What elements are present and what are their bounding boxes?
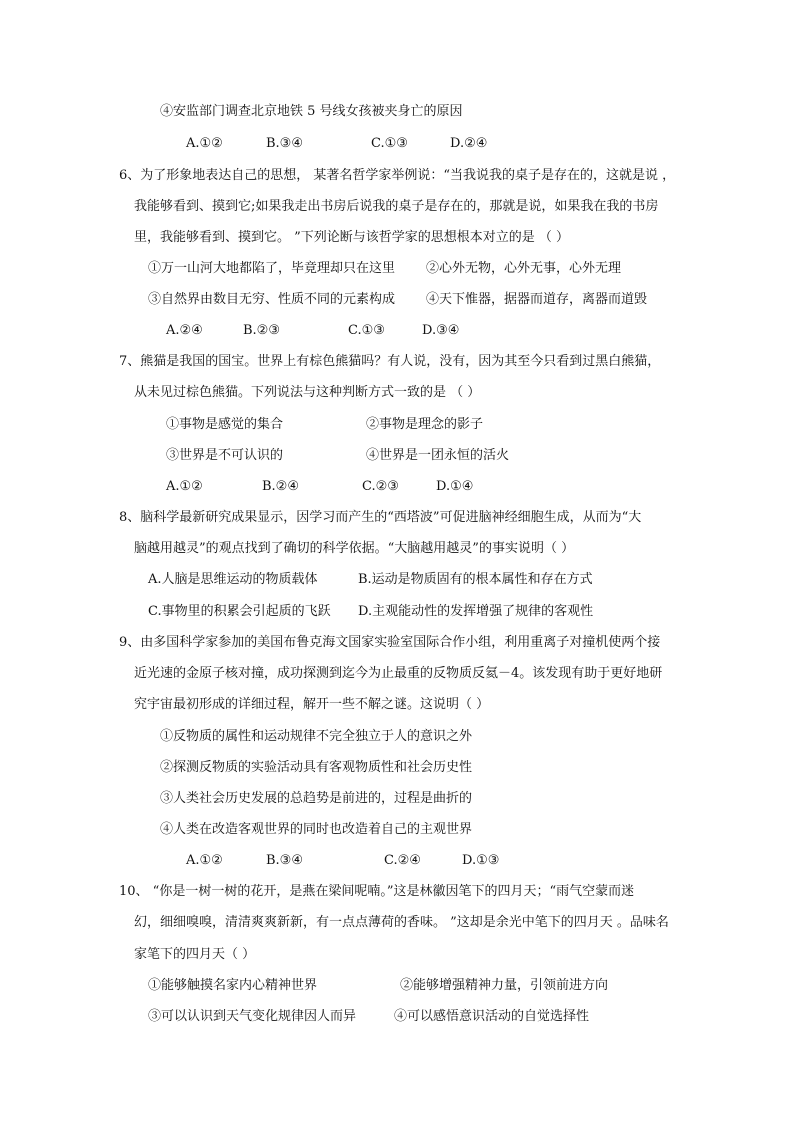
q7-item-3: ③世界是不可认识的 [166, 448, 284, 463]
q8-choice-d: D.主观能动性的发挥增强了规律的客观性 [358, 604, 594, 619]
q9-choice-d: D.①③ [462, 853, 500, 868]
q6-stem-line-2: 我能够看到、摸到它;如果我走出书房后说我的桌子是存在的，那就是说，如果我在我的书房 [134, 199, 659, 214]
q7-stem-line-2: 从未见过棕色熊猫。下列说法与这种判断方式一致的是 （ ） [134, 385, 481, 400]
q9-choice-a: A.①② [186, 853, 223, 868]
q7-item-2: ②事物是理念的影子 [366, 417, 484, 432]
q5-choice-b: B.③④ [266, 136, 303, 151]
q7-choice-d: D.①④ [436, 479, 474, 494]
q6-item-3: ③自然界由数目无穷、性质不同的元素构成 [148, 292, 396, 307]
q5-choice-a: A.①② [186, 136, 223, 151]
q10-stem-line-1: 10、 “你是一树一树的花开，是燕在梁间呢喃。”这是林徽因笔下的四月天；“雨气空蒙而迷 [119, 884, 635, 899]
q6-choice-b: B.②③ [243, 323, 280, 338]
q9-choice-b: B.③④ [266, 853, 303, 868]
q7-stem-line-1: 7、熊猫是我国的国宝。世界上有棕色熊猫吗？有人说，没有，因为其至今只看到过黑白熊猫， [119, 354, 661, 369]
q10-item-3: ③可以认识到天气变化规律因人而异 [148, 1009, 357, 1024]
q6-stem-line-3: 里，我能够看到、摸到它。 ”下列论断与该哲学家的思想根本对立的是 （ ） [134, 230, 570, 245]
q6-choice-c: C.①③ [348, 323, 385, 338]
q10-item-4: ④可以感悟意识活动的自觉选择性 [394, 1009, 590, 1024]
q9-stem-line-2: 近光速的金原子核对撞，成功探测到迄今为止最重的反物质反氦－4。该发现有助于更好地研 [134, 666, 663, 681]
q9-stem-line-1: 9、由多国科学家参加的美国布鲁克海文国家实验室国际合作小组，利用重离子对撞机使两个接 [119, 635, 661, 650]
q9-item-1: ①反物质的属性和运动规律不完全独立于人的意识之外 [160, 729, 473, 744]
q5-choice-c: C.①③ [371, 136, 408, 151]
q6-choice-d: D.③④ [422, 323, 460, 338]
q6-item-2: ②心外无物，心外无事，心外无理 [426, 261, 622, 276]
q10-stem-line-2: 幻，细细嗅嗅，清清爽爽新新，有一点点薄荷的香味。 ”这却是余光中笔下的四月天 。品味名 [134, 915, 669, 930]
q9-item-4: ④人类在改造客观世界的同时也改造着自己的主观世界 [160, 822, 473, 837]
q8-choice-b: B.运动是物质固有的根本属性和存在方式 [358, 572, 593, 587]
q6-item-4: ④天下惟器，据器而道存，离器而道毁 [426, 292, 648, 307]
q8-choice-c: C.事物里的积累会引起质的飞跃 [148, 604, 331, 619]
q10-item-2: ②能够增强精神力量，引领前进方向 [400, 978, 609, 993]
q7-choice-b: B.②④ [262, 479, 299, 494]
q10-stem-line-3: 家笔下的四月天（ ） [134, 947, 256, 962]
q8-choice-a: A.人脑是思维运动的物质载体 [148, 572, 318, 587]
q5-item-4: ④安监部门调查北京地铁 5 号线女孩被夹身亡的原因 [160, 104, 463, 119]
q6-choice-a: A.②④ [166, 323, 203, 338]
q6-stem-line-1: 6、为了形象地表达自己的思想， 某著名哲学家举例说：“当我说我的桌子是存在的，这就是说 ， [119, 168, 676, 183]
q5-choice-d: D.②④ [450, 136, 488, 151]
q10-item-1: ①能够触摸名家内心精神世界 [148, 978, 318, 993]
q7-item-1: ①事物是感觉的集合 [166, 417, 284, 432]
q9-choice-c: C.②④ [384, 853, 421, 868]
q8-stem-line-2: 脑越用越灵”的观点找到了确切的科学依据。“大脑越用越灵”的事实说明（ ） [134, 541, 575, 556]
q9-stem-line-3: 究宇宙最初形成的详细过程，解开一些不解之谜。这说明（ ） [134, 697, 490, 712]
q6-item-1: ①万一山河大地都陷了，毕竟理却只在这里 [148, 261, 396, 276]
q9-item-3: ③人类社会历史发展的总趋势是前进的，过程是曲折的 [160, 791, 473, 806]
q7-choice-a: A.①② [166, 479, 203, 494]
q9-item-2: ②探测反物质的实验活动具有客观物质性和社会历史性 [160, 760, 473, 775]
q7-item-4: ④世界是一团永恒的活火 [366, 448, 510, 463]
q7-choice-c: C.②③ [362, 479, 399, 494]
q8-stem-line-1: 8、脑科学最新研究成果显示，因学习而产生的“西塔波”可促进脑神经细胞生成，从而为“大 [119, 510, 642, 525]
